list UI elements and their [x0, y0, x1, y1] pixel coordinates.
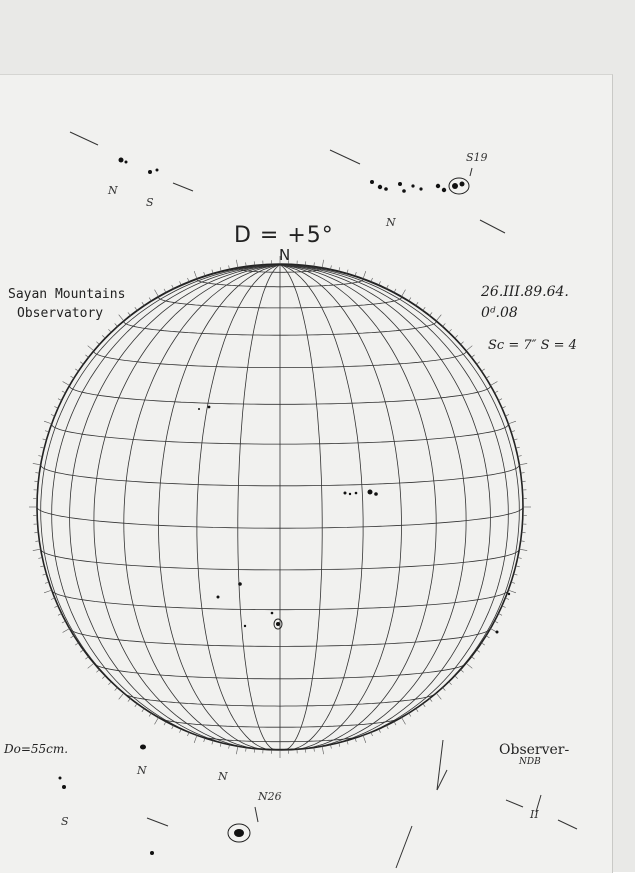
limb-tick — [394, 289, 396, 293]
orientation-stroke — [558, 820, 577, 829]
orientation-stroke — [470, 168, 472, 176]
limb-tick — [96, 670, 99, 673]
sunspot-mark — [378, 185, 382, 189]
limb-tick — [194, 735, 197, 743]
limb-tick — [62, 621, 66, 623]
sunspot-mark — [368, 490, 373, 495]
limb-tick — [85, 657, 88, 660]
sunspot-mark — [384, 187, 388, 191]
sunspot-mark — [349, 493, 351, 495]
limb-tick — [58, 399, 62, 401]
limb-tick — [33, 463, 41, 464]
limb-tick — [194, 271, 197, 279]
limb-tick — [409, 298, 411, 301]
meridian-line — [280, 265, 508, 742]
orientation-stroke — [255, 807, 258, 822]
limb-tick — [164, 722, 166, 726]
limb-tick — [519, 463, 527, 464]
limb-tick — [33, 549, 41, 550]
sunspot-mark — [355, 492, 358, 495]
sunspot-mark — [119, 158, 124, 163]
observation-date: 26.III.89.64. — [481, 284, 569, 300]
limb-tick — [363, 735, 366, 743]
sunspot-mark — [496, 631, 499, 634]
roman-two-label: II — [530, 808, 539, 821]
meridian-line — [70, 265, 280, 747]
observer-initials: NDB — [519, 757, 541, 767]
sunspot-mark — [374, 492, 378, 496]
limb-tick — [108, 329, 111, 332]
sunspot-mark — [442, 188, 446, 192]
limb-tick — [430, 312, 433, 315]
sunspot-mark — [234, 829, 244, 837]
limb-tick — [155, 290, 159, 297]
sunspot-mark — [148, 170, 152, 174]
limb-tick — [108, 682, 111, 685]
limb-tick — [486, 636, 489, 638]
limb-tick — [477, 362, 480, 364]
meridian-line — [124, 265, 280, 749]
limb-tick — [495, 621, 499, 623]
limb-tick — [455, 676, 458, 679]
observer-label: Observer- — [499, 742, 569, 758]
limb-tick — [387, 285, 389, 289]
limb-tick — [119, 693, 124, 699]
north-marker: N — [279, 246, 290, 264]
limb-tick — [119, 315, 124, 321]
group-label-s19: S19 — [466, 151, 488, 164]
limb-tick — [80, 362, 83, 364]
sunspot-mark — [156, 169, 159, 172]
orientation-stroke — [330, 150, 360, 164]
limb-tick — [443, 688, 446, 691]
limb-tick — [508, 590, 516, 593]
sunspot-mark — [419, 187, 422, 190]
limb-tick — [135, 704, 137, 707]
polarity-s-label: S — [146, 196, 154, 209]
limb-tick — [430, 699, 433, 702]
limb-tick — [85, 355, 88, 358]
limb-tick — [80, 650, 83, 652]
sunspot-mark — [508, 593, 510, 595]
limb-tick — [322, 746, 323, 754]
limb-tick — [472, 355, 475, 358]
group-label-n26: N26 — [258, 790, 282, 803]
sunspot-mark — [411, 184, 414, 187]
limb-tick — [63, 382, 70, 386]
meridian-line — [280, 265, 436, 749]
limb-tick — [394, 722, 396, 726]
limb-tick — [322, 260, 323, 268]
limb-tick — [44, 590, 52, 593]
limb-tick — [436, 315, 441, 321]
limb-tick — [498, 399, 502, 401]
orientation-stroke — [506, 800, 523, 807]
limb-tick — [180, 281, 182, 285]
limb-tick — [461, 670, 464, 673]
declination-label: D = +5° — [234, 223, 334, 248]
meridian-line — [280, 265, 363, 750]
limb-tick — [88, 663, 94, 668]
sunspot-mark — [398, 182, 402, 186]
limb-tick — [88, 346, 94, 351]
sunspot-mark — [140, 745, 146, 750]
limb-tick — [75, 643, 78, 645]
limb-tick — [102, 335, 105, 338]
limb-tick — [472, 657, 475, 660]
polarity-n-label: N — [386, 216, 396, 229]
limb-tick — [44, 421, 52, 424]
meridian-line — [197, 265, 280, 750]
limb-tick — [486, 376, 489, 378]
limb-tick — [54, 606, 58, 608]
orientation-stroke — [70, 132, 98, 145]
limb-tick — [416, 709, 418, 712]
sunspot-mark — [370, 180, 374, 184]
limb-tick — [449, 682, 452, 685]
limb-tick — [75, 369, 78, 371]
meridian-line — [280, 265, 322, 750]
limb-tick — [142, 302, 144, 305]
limb-tick — [71, 376, 74, 378]
limb-tick — [477, 650, 480, 652]
sunspot-mark — [125, 161, 128, 164]
sunspot-mark — [208, 406, 211, 409]
limb-tick — [128, 699, 130, 702]
limb-tick — [363, 271, 366, 279]
sunspot-mark — [238, 582, 242, 586]
sunspot-mark — [436, 184, 440, 188]
limb-tick — [379, 281, 381, 285]
orientation-stroke — [396, 826, 412, 868]
limb-tick — [54, 407, 58, 409]
limb-tick — [155, 717, 159, 724]
limb-tick — [71, 636, 74, 638]
orientation-stroke — [173, 183, 193, 191]
limb-tick — [96, 342, 99, 345]
limb-tick — [409, 713, 411, 716]
sunspot-mark — [198, 408, 200, 410]
meridian-line — [52, 265, 280, 742]
meridian-line — [238, 265, 280, 750]
disk-diameter: Do=55cm. — [4, 742, 68, 756]
sunspot-mark — [402, 189, 406, 193]
meridian-line — [280, 265, 402, 750]
limb-tick — [466, 346, 472, 351]
polarity-s-label: S — [61, 815, 69, 828]
limb-tick — [128, 312, 130, 315]
sunspot-mark — [62, 785, 66, 789]
limb-tick — [449, 329, 452, 332]
limb-tick — [63, 629, 70, 633]
sunspot-mark — [271, 612, 274, 615]
limb-tick — [164, 289, 166, 293]
limb-tick — [142, 709, 144, 712]
polarity-n-label: N — [137, 764, 147, 777]
sunspot-mark — [217, 596, 220, 599]
sunspot-mark — [150, 851, 154, 855]
sunspot-mark — [460, 182, 465, 187]
limb-tick — [482, 643, 485, 645]
polarity-n-label: N — [218, 770, 228, 783]
limb-tick — [423, 704, 425, 707]
limb-tick — [115, 323, 118, 326]
limb-tick — [115, 688, 118, 691]
limb-tick — [149, 713, 151, 716]
sunspot-mark — [344, 492, 347, 495]
sunspot-mark — [244, 625, 246, 627]
limb-tick — [180, 729, 182, 733]
observatory-name-line2: Observatory — [17, 306, 103, 321]
limb-tick — [387, 725, 389, 729]
limb-tick — [436, 693, 441, 699]
limb-tick — [490, 382, 497, 386]
limb-tick — [508, 421, 516, 424]
limb-tick — [502, 407, 506, 409]
orientation-stroke — [147, 818, 168, 826]
meridian-line — [280, 265, 490, 747]
observatory-name: Sayan Mountains — [8, 287, 125, 302]
limb-tick — [172, 285, 174, 289]
limb-tick — [416, 302, 418, 305]
limb-tick — [482, 369, 485, 371]
limb-tick — [379, 729, 381, 733]
observation-time: 0ᵈ.08 — [481, 305, 518, 321]
limb-tick — [172, 725, 174, 729]
meridian-line — [159, 265, 281, 750]
limb-tick — [455, 335, 458, 338]
orientation-stroke — [480, 220, 505, 233]
orientation-stroke — [437, 740, 443, 790]
limb-tick — [135, 307, 137, 310]
limb-tick — [423, 307, 425, 310]
sunspot-mark — [452, 183, 458, 189]
limb-tick — [443, 323, 446, 326]
seeing-conditions: Sc = 7″ S = 4 — [488, 338, 577, 353]
limb-tick — [58, 614, 62, 616]
polarity-n-label: N — [108, 184, 118, 197]
limb-tick — [495, 391, 499, 393]
limb-tick — [62, 391, 66, 393]
sunspot-mark — [59, 777, 62, 780]
limb-tick — [149, 298, 151, 301]
limb-tick — [466, 663, 472, 668]
limb-tick — [461, 342, 464, 345]
limb-tick — [402, 717, 406, 724]
limb-tick — [519, 549, 527, 550]
limb-tick — [102, 676, 105, 679]
limb-tick — [236, 260, 237, 268]
limb-tick — [402, 290, 406, 297]
limb-tick — [236, 746, 237, 754]
limb-tick — [502, 606, 506, 608]
sunspot-mark — [276, 622, 280, 626]
limb-tick — [498, 614, 502, 616]
